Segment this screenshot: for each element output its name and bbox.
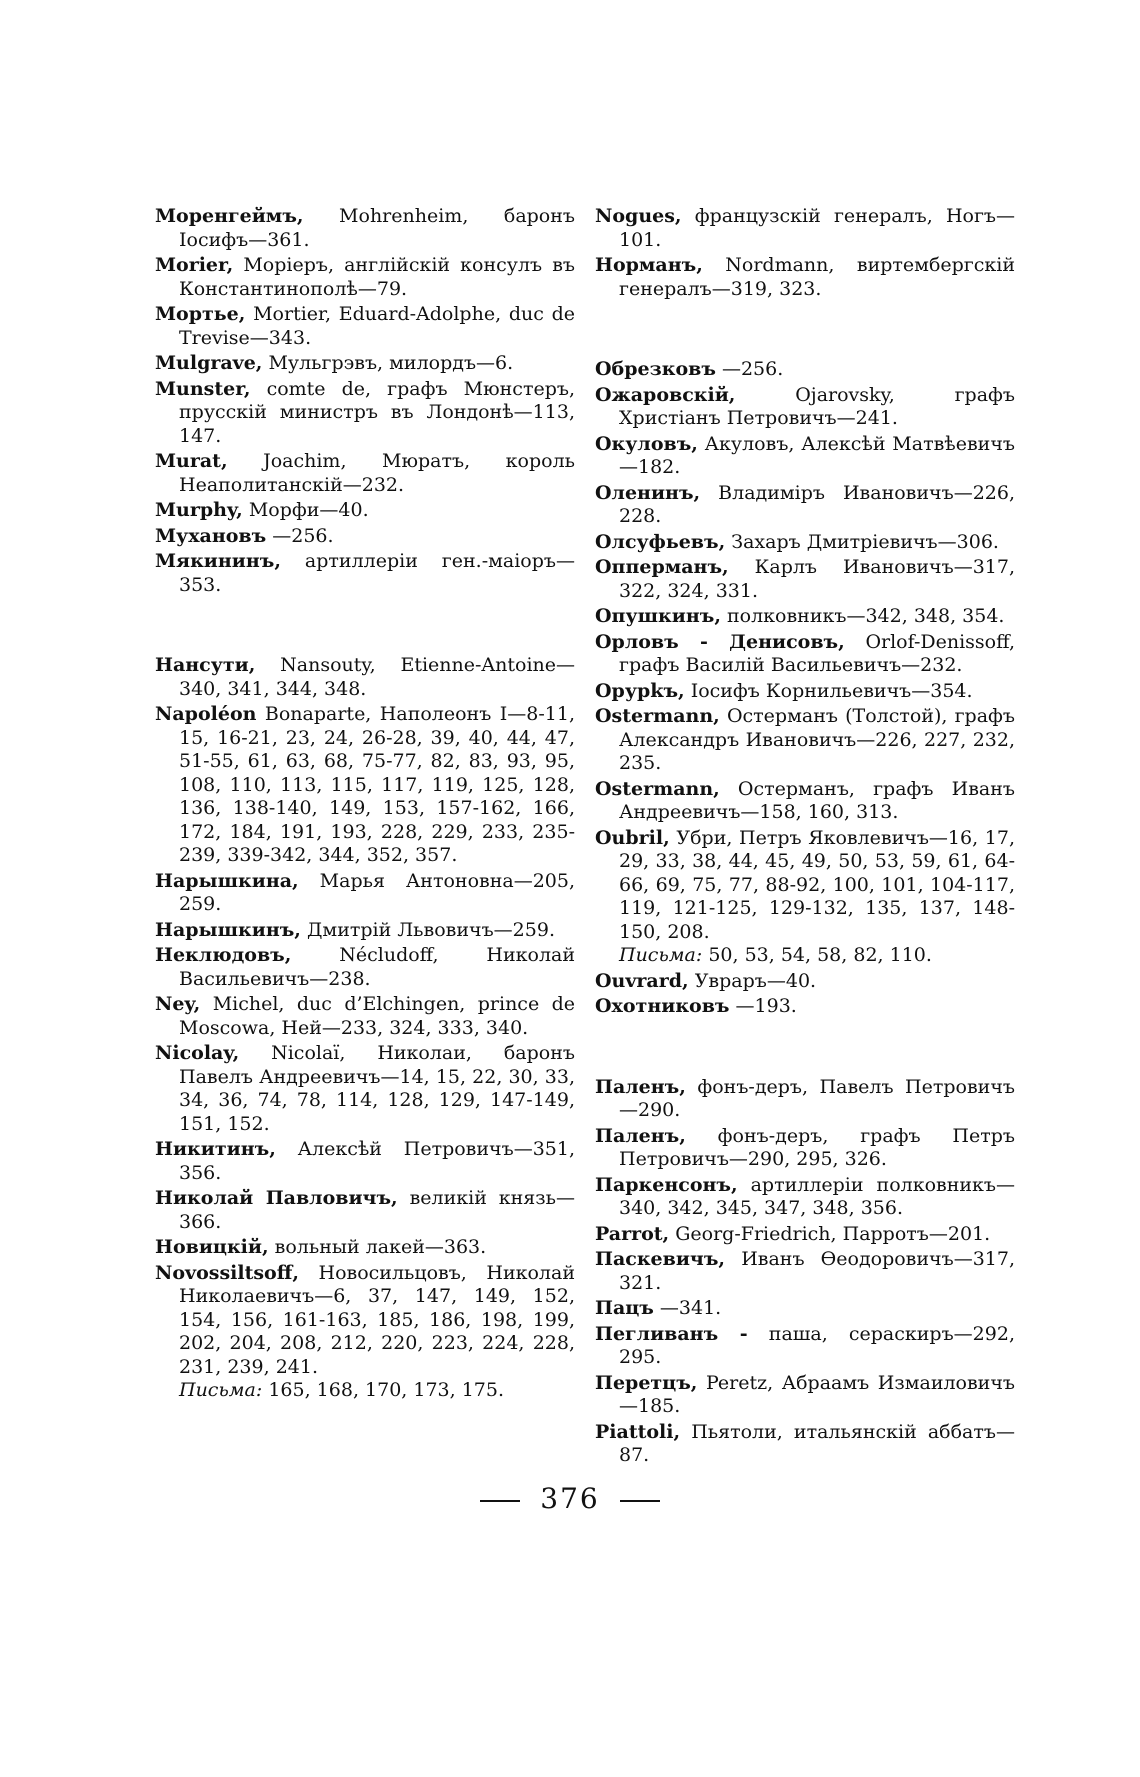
index-entry-text: Алексѣй Петровичъ—351, 356. (179, 1138, 575, 1184)
index-entry (595, 1076, 1015, 1123)
index-entry-text: паша, сераскиръ—292, 295. (619, 1322, 1015, 1368)
page-number (0, 1482, 1140, 1515)
index-entry (595, 1248, 1015, 1295)
index-entry (595, 1421, 1015, 1468)
index-entry (155, 303, 575, 350)
index-entry-text: Mortier, Eduard-Adolphe, duc de Trevise—343. (179, 303, 575, 349)
index-entry-text: Увраръ—40. (694, 969, 817, 992)
index-entry (595, 1372, 1015, 1419)
index-entry (155, 205, 575, 252)
index-entry-text: Захаръ Дмитріевичъ—306. (731, 530, 999, 553)
index-entry-text: Мульгрэвъ, милордъ—6. (268, 352, 514, 374)
section-gap (595, 303, 1015, 358)
index-entry-text: —193. (735, 995, 797, 1017)
index-entry (595, 631, 1015, 678)
index-entry (155, 525, 575, 549)
index-entry (155, 378, 575, 449)
index-entry-text: вольный лакей—363. (274, 1236, 487, 1258)
index-entry-head: Murphy, (155, 499, 243, 521)
index-entry-text: Владиміръ Ивановичъ—226, 228. (619, 481, 1015, 527)
page-number-dash-right (620, 1500, 660, 1502)
index-entry (155, 654, 575, 701)
index-entry-text: Ojarovsky, графъ Христіанъ Петровичъ—241. (619, 383, 1016, 429)
index-entry-head: Napoléon (155, 703, 257, 725)
index-entry-text: артиллеріи ген.-маіоръ—353. (179, 550, 575, 596)
index-entry-text: Nécludoff, Николай Васильевичъ—238. (179, 944, 576, 990)
index-entry-head: Моренгеймъ, (155, 205, 304, 227)
index-entry-head: Мортье, (155, 303, 246, 325)
index-entry-head: Николай Павловичъ, (155, 1187, 398, 1209)
index-entry-text: —256. (721, 358, 784, 380)
index-entry-text: фонъ-деръ, графъ Петръ Петровичъ—290, 295, 326. (619, 1124, 1015, 1170)
index-entry-head: Piattoli, (595, 1420, 681, 1443)
index-entry (595, 556, 1015, 603)
index-entry (595, 531, 1015, 555)
index-entry-head: Олсуфьевъ, (595, 530, 726, 553)
index-entry (595, 1323, 1015, 1370)
index-entry-text: Bonaparte, Наполеонъ I—8-11, 15, 16-21, 23, 24, 26-28, 39, 40, 44, 47, 51-55, 61, 63, 68, 75-77, 82, 83, 93, 95, 108, 110, 113, 115, 117, 119, 125, 128, 136, 138-140, 149, 153, 157-162, 166, 172, 184, 191, 193, 228, 229, 233, 235-239, 339-342, 344, 352, 357. (179, 703, 575, 866)
index-entry-text: артиллеріи полковникъ—340, 342, 345, 347, 348, 356. (619, 1173, 1016, 1219)
index-entry-head: Паленъ, (595, 1075, 686, 1098)
index-entry (155, 254, 575, 301)
index-entry (155, 1262, 575, 1403)
section-gap (595, 1021, 1015, 1076)
index-entry-text: великій князь—366. (179, 1187, 575, 1233)
index-entry-head: Morier, (155, 254, 234, 276)
index-entry-head: Nicolay, (155, 1042, 240, 1064)
index-entry (595, 482, 1015, 529)
right-index-column (595, 205, 1015, 1470)
index-entry-text: Иванъ Ѳеодоровичъ—317, 321. (619, 1248, 1015, 1294)
index-entry-text: Orlof-Denissoff, графъ Василій Васильевичъ—232. (619, 630, 1015, 676)
index-entry (155, 550, 575, 597)
index-entry-head: Nogues, (595, 205, 682, 227)
index-entry (155, 870, 575, 917)
index-entry-head: Оленинъ, (595, 481, 701, 504)
index-entry (595, 680, 1015, 704)
index-entry (595, 995, 1015, 1019)
index-entry (595, 705, 1015, 776)
index-entry-head: Ostermann, (595, 777, 720, 800)
index-entry-text: Карлъ Ивановичъ—317, 322, 324, 331. (619, 556, 1016, 602)
index-entry-head: Опперманъ, (595, 556, 729, 578)
index-entry-text: Mohrenheim, баронъ Іосифъ—361. (179, 205, 575, 251)
index-entry-text: полковникъ—342, 348, 354. (727, 605, 1005, 627)
index-entry-head: Никитинъ, (155, 1138, 276, 1160)
index-entry-head: Novossiltsoff, (155, 1261, 299, 1284)
index-entry-head: Ожаровскій, (595, 383, 736, 406)
index-entry (595, 778, 1015, 825)
index-entry-text: Акуловъ, Алексѣй Матвѣевичъ—182. (619, 432, 1015, 478)
index-entry-head: Parrot, (595, 1222, 670, 1245)
index-entry-head: Mulgrave, (155, 352, 263, 374)
index-entry (595, 1174, 1015, 1221)
index-entry-head: Ostermann, (595, 705, 720, 727)
index-entry (155, 993, 575, 1040)
index-entry-text: Georg-Friedrich, Парротъ—201. (675, 1222, 991, 1245)
index-entry-head: Мухановъ (155, 524, 267, 547)
index-entry-text: Nansouty, Etienne-Antoine—340, 341, 344, 348. (179, 654, 575, 700)
index-entry-text: —256. (272, 524, 334, 547)
index-entry-head: Паркенсонъ, (595, 1173, 738, 1196)
index-entry (595, 205, 1015, 252)
index-entry (155, 499, 575, 523)
index-entry-text: Michel, duc d’Elchingen, prince de Moscowa, Ней—233, 324, 333, 340. (179, 993, 575, 1039)
index-entry-text: Peretz, Абраамъ Измаиловичъ—185. (619, 1371, 1015, 1417)
index-entry-head: Опушкинъ, (595, 605, 721, 627)
index-entry-head: Новицкій, (155, 1236, 269, 1258)
page-number-dash-left (480, 1500, 520, 1502)
index-entry-head: Обрезковъ (595, 358, 716, 380)
index-entry-head: Неклюдовъ, (155, 944, 292, 966)
index-entry (595, 827, 1015, 968)
index-entry-head: Окуловъ, (595, 432, 698, 455)
index-entry-head: Охотниковъ (595, 995, 730, 1017)
index-entry (155, 450, 575, 497)
index-entry (595, 1223, 1015, 1247)
index-entry-head: Перетцъ, (595, 1371, 698, 1394)
index-entry-head: Нарышкинъ, (155, 918, 301, 941)
index-entry-text: Морфи—40. (248, 499, 369, 521)
index-entry-note-text: 50, 53, 54, 58, 82, 110. (708, 944, 932, 966)
index-entry-text: фонъ-деръ, Павелъ Петровичъ—290. (619, 1075, 1015, 1121)
index-entry-text: comte de, графъ Мюнстеръ, прусскій министръ въ Лондонѣ—113, 147. (179, 377, 575, 447)
index-entry (155, 703, 575, 868)
index-entry-text: Дмитрій Львовичъ—259. (306, 918, 555, 941)
index-entry (155, 944, 575, 991)
index-entry-text: Убри, Петръ Яковлевичъ—16, 17, 29, 33, 38, 44, 45, 49, 50, 53, 59, 61, 64-66, 69, 75, 77, 88-92, 100, 101, 104-117, 119, 121-125, 129-132, 135, 137, 148-150, 208. (619, 826, 1015, 943)
index-entry-head: Норманъ, (595, 254, 703, 276)
index-entry-text: Пьятоли, итальянскій аббатъ—87. (619, 1420, 1015, 1466)
index-entry (155, 1236, 575, 1260)
index-entry (595, 254, 1015, 301)
index-entry (595, 358, 1015, 382)
index-entry (595, 970, 1015, 994)
index-entry (155, 352, 575, 376)
section-gap (155, 599, 575, 654)
index-entry-head: Паскевичъ, (595, 1248, 726, 1270)
index-entry (155, 1042, 575, 1136)
index-entry-head: Oubril, (595, 826, 670, 849)
index-entry (155, 1138, 575, 1185)
index-entry (595, 605, 1015, 629)
index-entry-text: французскій генералъ, Ногъ—101. (619, 205, 1015, 251)
index-entry-note-label: Письма: (179, 1379, 263, 1401)
left-index-column (155, 205, 575, 1405)
index-entry-head: Паленъ, (595, 1124, 686, 1147)
index-entry-text: Joachim, Мюратъ, король Неаполитанскій—232. (179, 450, 575, 496)
index-entry-head: Пегливанъ - (595, 1322, 748, 1345)
index-entry-text: Остерманъ (Толстой), графъ Александръ Ивановичъ—226, 227, 232, 235. (619, 705, 1015, 774)
index-entry (155, 1187, 575, 1234)
index-entry-text: Nordmann, виртембергскій генералъ—319, 323. (619, 254, 1015, 300)
index-entry-head: Ouvrard, (595, 969, 689, 992)
index-entry-head: Мякининъ, (155, 550, 281, 572)
index-entry-note-text: 165, 168, 170, 173, 175. (268, 1379, 505, 1401)
index-entry-head: Орловъ - Денисовъ, (595, 630, 845, 653)
index-entry-head: Murat, (155, 450, 228, 472)
index-entry-head: Нансути, (155, 654, 256, 676)
index-entry-text: Іосифъ Корнильевичъ—354. (690, 679, 973, 702)
index-entry-note-label: Письма: (619, 944, 703, 966)
index-entry-text: Новосильцовъ, Николай Николаевичъ—6, 37, 147, 149, 152, 154, 156, 161-163, 185, 186, 198, 199, 202, 204, 208, 212, 220, 223, 224, 228, 231, 239, 241. (179, 1261, 575, 1378)
index-entry-text: Остерманъ, графъ Иванъ Андреевичъ—158, 160, 313. (619, 777, 1015, 823)
index-entry (595, 1125, 1015, 1172)
index-entry (155, 919, 575, 943)
index-entry-text: —341. (659, 1297, 722, 1319)
index-entry-text: Моріеръ, англійскій консулъ въ Константинополѣ—79. (179, 254, 575, 300)
index-entry (595, 384, 1015, 431)
index-entry-head: Ney, (155, 993, 201, 1015)
index-entry-text: Марья Антоновна—205, 259. (179, 869, 575, 915)
index-entry-text: Nicolaï, Николаи, баронъ Павелъ Андреевичъ—14, 15, 22, 30, 33, 34, 36, 74, 78, 114, 128, 129, 147-149, 151, 152. (179, 1042, 575, 1135)
index-entry-head: Орурkъ, (595, 679, 685, 702)
index-entry (595, 1297, 1015, 1321)
page-number-value: 376 (540, 1482, 600, 1515)
index-entry (595, 433, 1015, 480)
index-entry-head: Пацъ (595, 1297, 654, 1319)
index-entry-head: Нарышкина, (155, 869, 299, 892)
index-entry-head: Munster, (155, 377, 251, 400)
